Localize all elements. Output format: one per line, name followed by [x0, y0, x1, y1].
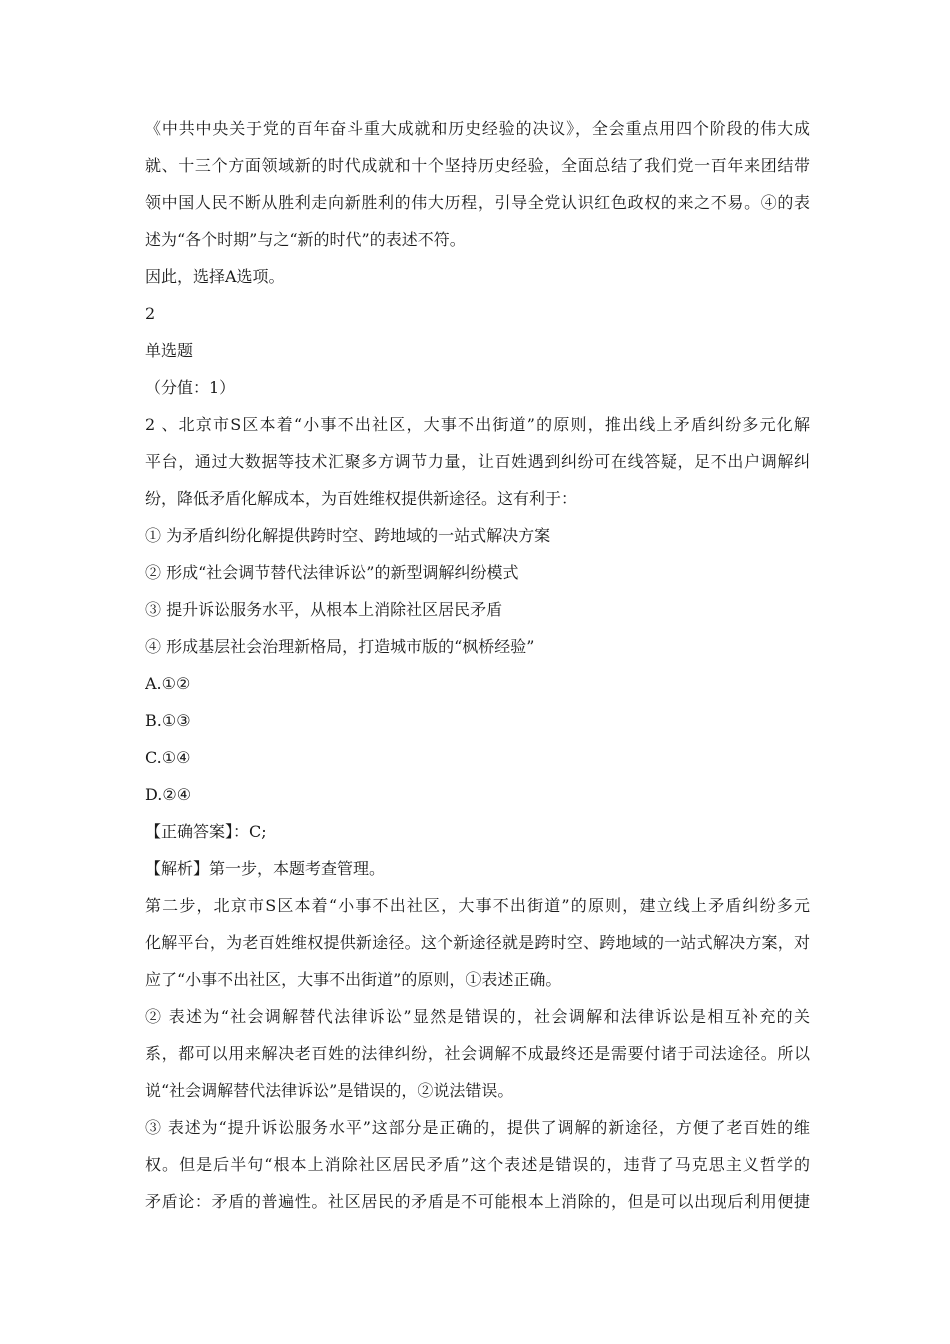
analysis-title: 【解析】第一步，本题考查管理。 — [145, 859, 386, 878]
analysis-line: 系，都可以用来解决老百姓的法律纠纷，社会调解不成最终还是需要付诸于司法途径。所以 — [145, 1044, 810, 1063]
question-number: 2 — [145, 304, 156, 323]
analysis-line: 权。但是后半句“根本上消除社区居民矛盾”这个表述是错误的，违背了马克思主义哲学的 — [145, 1155, 810, 1174]
analysis-line: 说“社会调解替代法律诉讼”是错误的，②说法错误。 — [145, 1081, 514, 1100]
analysis-statement-3 — [145, 1109, 810, 1220]
statement-item: ① 为矛盾纠纷化解提供跨时空、跨地域的一站式解决方案 — [145, 526, 551, 545]
explanation-line: 《中共中央关于党的百年奋斗重大成就和历史经验的决议》，全会重点用四个阶段的伟大成 — [145, 119, 810, 138]
analysis-line: 应了“小事不出社区，大事不出街道”的原则，①表述正确。 — [145, 970, 562, 989]
analysis-step-2 — [145, 887, 810, 998]
question-stem — [145, 406, 810, 517]
explanation-line: 述为“各个时期”与之“新的时代”的表述不符。 — [145, 230, 466, 249]
question-score: （分值：1） — [145, 378, 236, 397]
question-type: 单选题 — [145, 341, 194, 360]
statement-list — [145, 517, 810, 665]
option-d: D.②④ — [145, 785, 192, 804]
option-b: B.①③ — [145, 711, 191, 730]
option-list — [145, 665, 810, 813]
option-a: A.①② — [145, 674, 191, 693]
analysis-statement-2 — [145, 998, 810, 1109]
statement-item: ② 形成“社会调节替代法律诉讼”的新型调解纠纷模式 — [145, 563, 519, 582]
analysis-line: ② 表述为“社会调解替代法律诉讼”显然是错误的，社会调解和法律诉讼是相互补充的关 — [145, 1007, 810, 1026]
explanation-conclusion: 因此，选择A选项。 — [145, 267, 285, 286]
stem-line: 纷，降低矛盾化解成本，为百姓维权提供新途径。这有利于： — [145, 489, 578, 508]
stem-line: 2 、北京市S区本着“小事不出社区，大事不出街道”的原则，推出线上矛盾纠纷多元化解 — [145, 415, 810, 434]
document-page — [145, 110, 810, 1220]
analysis-line: 化解平台，为老百姓维权提供新途径。这个新途径就是跨时空、跨地域的一站式解决方案，对 — [145, 933, 810, 952]
analysis-line: 第二步，北京市S区本着“小事不出社区，大事不出街道”的原则，建立线上矛盾纠纷多元 — [145, 896, 810, 915]
stem-line: 平台，通过大数据等技术汇聚多方调节力量，让百姓遇到纠纷可在线答疑，足不出户调解纠 — [145, 452, 810, 471]
statement-item: ④ 形成基层社会治理新格局，打造城市版的“枫桥经验” — [145, 637, 535, 656]
statement-item: ③ 提升诉讼服务水平，从根本上消除社区居民矛盾 — [145, 600, 503, 619]
explanation-line: 就、十三个方面领域新的时代成就和十个坚持历史经验，全面总结了我们党一百年来团结带 — [145, 156, 810, 175]
option-c: C.①④ — [145, 748, 191, 767]
analysis-line: ③ 表述为“提升诉讼服务水平”这部分是正确的，提供了调解的新途径，方便了老百姓的维 — [145, 1118, 810, 1137]
explanation-line: 领中国人民不断从胜利走向新胜利的伟大历程，引导全党认识红色政权的来之不易。④的表 — [145, 193, 810, 212]
previous-explanation — [145, 110, 810, 295]
correct-answer: 【正确答案】：C; — [145, 822, 267, 841]
analysis-line: 矛盾论：矛盾的普遍性。社区居民的矛盾是不可能根本上消除的，但是可以出现后利用便捷 — [145, 1192, 810, 1211]
